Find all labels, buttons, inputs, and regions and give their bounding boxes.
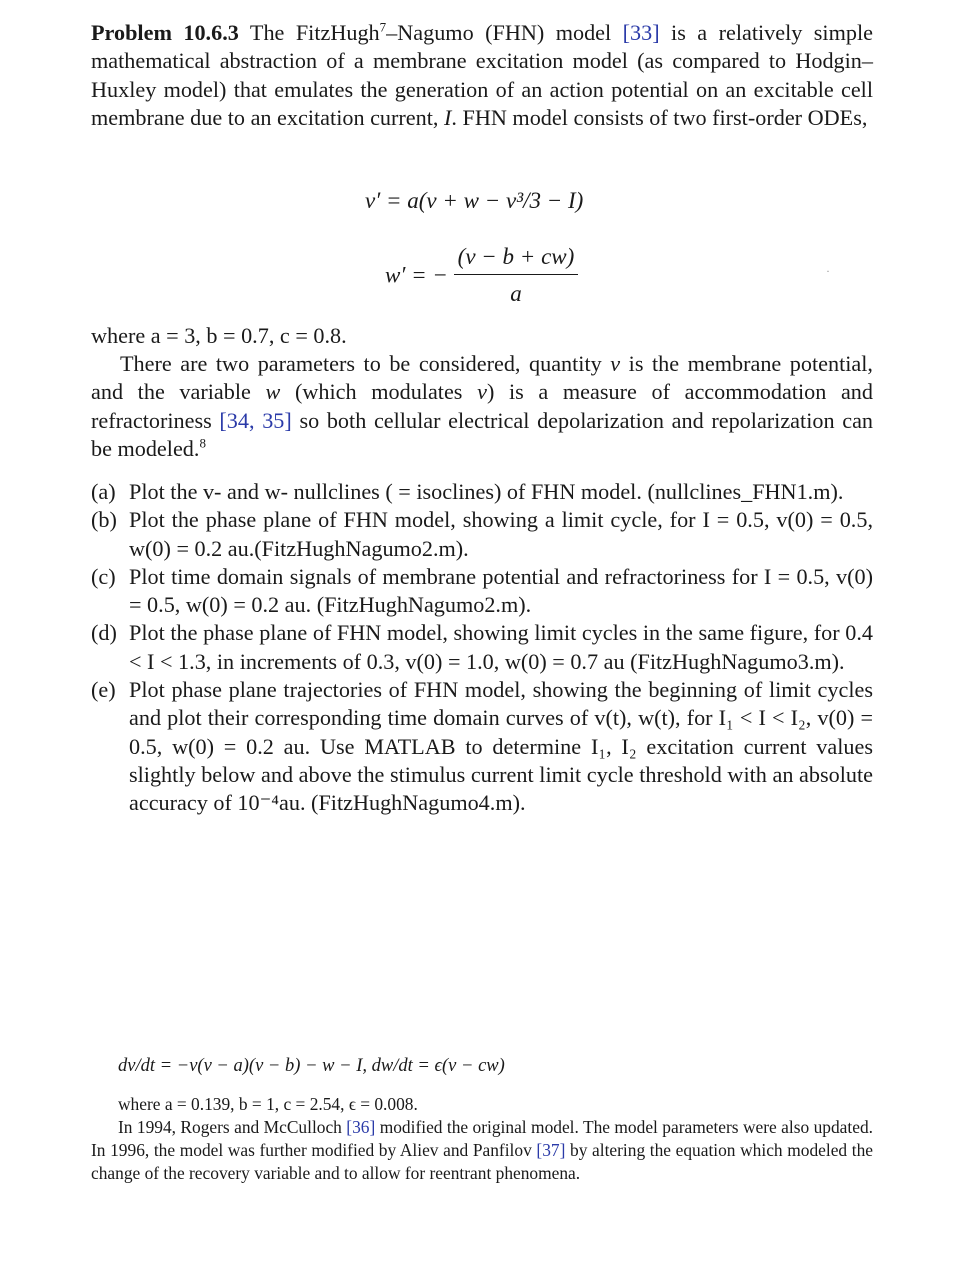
parameter-line: where a = 3, b = 0.7, c = 0.8. xyxy=(91,323,347,348)
footnote-equation: dv/dt = −v(v − a)(v − b) − w − I, dw/dt = ϵ(v − cw) xyxy=(118,1056,505,1076)
task-text: Plot the phase plane of FHN model, showing limit cycles in the same figure, for 0.4 < I < 1.3, in increments of 0.3, v(0) = 1.0, w(0) = 0.7 au (FitzHughNagumo3.m). xyxy=(129,620,873,674)
citation-33[interactable]: [33] xyxy=(622,20,660,45)
task-item-c xyxy=(91,563,873,620)
footnote-text-2: modified the original model. The model parameters were also updated. In 1996, the model was further modified by Aliev and Panfilov xyxy=(91,1117,873,1161)
task-text: Plot the v- and w- nullclines ( = isoclines) of FHN model. (nullclines_FHN1.m). xyxy=(129,479,844,504)
intro-text-3: is a relatively simple mathematical abstraction of a membrane excitation model (as compared to Hodgin–Huxley model) that emulates the generation of an action potential on an excitable cell membrane due to an excitation current, xyxy=(91,20,873,131)
task-text: Plot the phase plane of FHN model, showing a limit cycle, for I = 0.5, v(0) = 0.5, w(0) = 0.2 au.(FitzHughNagumo2.m). xyxy=(129,507,873,561)
task-item-b xyxy=(91,506,873,563)
footnote-params: where a = 0.139, b = 1, c = 2.54, ϵ = 0.008. xyxy=(118,1094,418,1114)
body-text-2: is the membrane potential, and the variable xyxy=(91,351,873,405)
task-item-d xyxy=(91,619,873,676)
task-item-e xyxy=(91,676,873,817)
task-label: (a) xyxy=(91,479,116,504)
intro-text: The FitzHugh xyxy=(249,20,380,45)
scan-speck: · xyxy=(826,264,830,278)
body-text-3: (which modulates xyxy=(280,379,478,405)
task-item-a xyxy=(91,478,873,506)
symbol-v: v xyxy=(610,351,621,376)
symbol-v-2: v xyxy=(477,379,487,405)
problem-statement xyxy=(91,19,873,133)
w-fraction-denominator: a xyxy=(510,281,522,306)
task-label: (c) xyxy=(91,563,116,589)
symbol-w: w xyxy=(265,379,281,405)
task-label: (b) xyxy=(91,507,117,533)
w-fraction xyxy=(454,244,579,307)
footnote-marker-8[interactable]: 8 xyxy=(199,435,206,451)
w-equation-lhs: w′ = − xyxy=(385,262,448,288)
task-text: Plot time domain signals of membrane potential and refractoriness for I = 0.5, v(0) = 0.5, w(0) = 0.2 au. (FitzHughNagumo2.m). xyxy=(129,563,873,618)
body-paragraph xyxy=(91,350,873,464)
intro-text-2: –Nagumo (FHN) model xyxy=(386,20,623,45)
task-list xyxy=(91,478,873,818)
task-label: (d) xyxy=(91,620,117,646)
body-text-4: ) is a measure of accommodation and refractoriness xyxy=(91,379,873,433)
problem-label: Problem 10.6.3 xyxy=(91,20,239,45)
citation-34-35[interactable]: [34, 35] xyxy=(219,407,292,433)
task-label: (e) xyxy=(91,677,116,703)
v-equation: v′ = a(v + w − v³/3 − I) xyxy=(365,188,584,213)
body-text-5: so both cellular electrical depolarization and repolarization can be modeled. xyxy=(91,407,874,462)
footnote-marker-7[interactable]: 7 xyxy=(379,19,387,35)
body-text: There are two parameters to be considered, quantity xyxy=(120,351,611,376)
citation-36[interactable]: [36] xyxy=(346,1117,376,1137)
w-fraction-numerator: (v − b + cw) xyxy=(454,244,579,275)
task-text: Plot phase plane trajectories of FHN model, showing the beginning of limit cycles and plot their corresponding time domain curves of v(t), w(t), for I₁ < I < I₂, v(0) = 0.5, w(0) = 0.2 au. Use MATLAB to determine I₁, I₂ excitation current values slightly below and above the stimulus current limit cycle threshold with an absolute accuracy of 10⁻⁴au. (FitzHughNagumo4.m). xyxy=(129,677,873,816)
footnote-text: In 1994, Rogers and McCulloch xyxy=(118,1117,347,1137)
w-equation xyxy=(385,244,578,307)
footnote-text-3: by altering the equation which modeled the change of the recovery variable and to allow for reentrant phenomena. xyxy=(91,1140,873,1184)
current-symbol: I xyxy=(444,105,452,131)
intro-text-4: . FHN model consists of two first-order ODEs, xyxy=(451,105,868,131)
footnote-paragraph xyxy=(91,1116,873,1186)
citation-37[interactable]: [37] xyxy=(536,1140,566,1161)
